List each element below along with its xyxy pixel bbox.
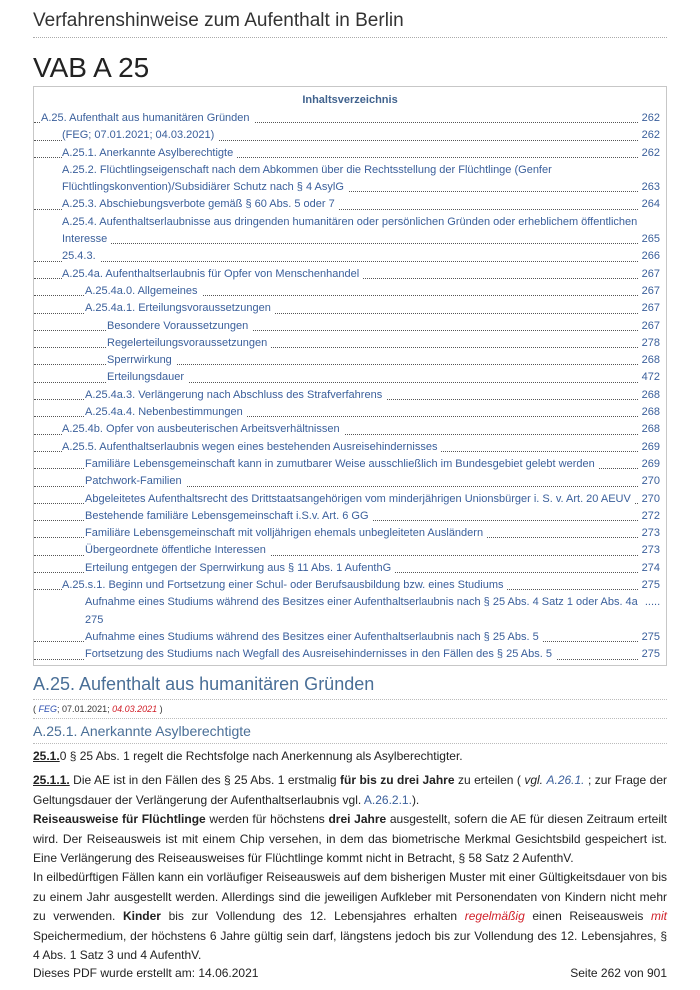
toc-leader — [34, 261, 638, 262]
toc-entry-label: A.25.s.1. Beginn und Fortsetzung einer Schul- oder Berufsausbildung bzw. eines Studiums — [62, 579, 507, 591]
toc-page-number: 262 — [639, 127, 660, 144]
toc-entry[interactable] — [34, 214, 666, 249]
toc-page-number: 275 — [639, 577, 660, 594]
toc-entry-label: Erteilungsdauer — [107, 371, 188, 383]
toc-page-number: 472 — [639, 369, 660, 386]
toc-entry-label: Aufnahme eines Studiums während des Besitzes einer Aufenthaltserlaubnis nach § 25 Abs. 5 — [85, 631, 543, 643]
toc-entry-label: A.25.5. Aufenthaltserlaubnis wegen eines bestehenden Ausreisehindernisses — [62, 441, 441, 453]
toc-page-number: 266 — [639, 248, 660, 265]
toc-entry-label: A.25.4. Aufenthaltserlaubnisse aus dringenden humanitären oder persönlichen Gründen oder erheblichem öffentlichen — [62, 216, 641, 228]
paragraph-text: bis zur Vollendung des 12. Lebensjahres erhalten — [160, 909, 465, 923]
toc-leader — [62, 243, 638, 244]
toc-entry[interactable] — [34, 456, 666, 473]
toc-page-number: 273 — [639, 525, 660, 542]
toc-entry[interactable] — [34, 629, 666, 646]
paragraph-eilbeduerftig — [33, 868, 667, 966]
toc-entry[interactable] — [34, 525, 666, 542]
toc-page-number: 278 — [639, 335, 660, 352]
toc-entry[interactable] — [34, 162, 666, 197]
meta-close: ) — [159, 704, 163, 714]
paragraph-text: 0 § 25 Abs. 1 regelt die Rechtsfolge nach Anerkennung als Asylberechtigter. — [59, 749, 463, 763]
toc-entry[interactable] — [34, 145, 666, 162]
toc-entry-label: Patchwork-Familien — [85, 475, 186, 487]
toc-page-number: 267 — [639, 318, 660, 335]
toc-page-number: 264 — [639, 196, 660, 213]
toc-entry[interactable] — [34, 577, 666, 594]
vgl-text: vgl. — [524, 773, 544, 787]
toc-entry-line2 — [62, 231, 666, 248]
toc-entry-label: Regelerteilungsvoraussetzungen — [107, 337, 271, 349]
toc-page-number: 275 — [639, 629, 660, 646]
toc-entry[interactable] — [34, 508, 666, 525]
toc-entry[interactable] — [34, 110, 666, 127]
emphasis: Reiseausweise für Flüchtlinge — [33, 812, 206, 826]
toc-page-number: 263 — [639, 179, 660, 196]
feg-link[interactable]: FEG — [38, 704, 58, 714]
toc-page-number: 268 — [639, 387, 660, 404]
toc-entry[interactable] — [34, 439, 666, 456]
meta-date-link[interactable]: 04.03.2021 — [112, 704, 158, 714]
toc-entry[interactable] — [34, 404, 666, 421]
toc-entry-line2 — [85, 612, 666, 629]
toc-entry-label: A.25.1. Anerkannte Asylberechtigte — [62, 147, 237, 159]
toc-entry-label: A.25.4a.4. Nebenbestimmungen — [85, 406, 247, 418]
toc-entry-label: Familiäre Lebensgemeinschaft mit volljährigen ehemals unbegleiteten Ausländern — [85, 527, 487, 539]
toc-entry[interactable] — [34, 318, 666, 335]
emphasis-red: regelmäßig — [464, 909, 525, 923]
toc-entry-label: Übergeordnete öffentliche Interessen — [85, 544, 270, 556]
meta-mid: ; 07.01.2021; — [57, 704, 110, 714]
toc-page-number: 262 — [639, 110, 660, 127]
header-divider — [33, 37, 667, 38]
toc-entry-label: Erteilung entgegen der Sperrwirkung aus § 11 Abs. 1 AufenthG — [85, 562, 395, 574]
toc-entry-label: A.25. Aufenthalt aus humanitären Gründen — [41, 112, 254, 124]
toc-page-number: 265 — [639, 231, 660, 248]
toc-page-number: 272 — [639, 508, 660, 525]
meta-open: ( — [33, 704, 36, 714]
toc-entry[interactable] — [34, 491, 666, 508]
toc-entry[interactable] — [34, 248, 666, 265]
toc-entry-label: Aufnahme eines Studiums während des Besitzes einer Aufenthaltserlaubnis nach § 25 Abs. 4 Satz 1 oder Abs. 4a — [85, 596, 642, 608]
toc-entry[interactable] — [34, 387, 666, 404]
meta-divider — [33, 718, 667, 719]
toc-page-number: 262 — [639, 145, 660, 162]
toc-entry-label: Sperrwirkung — [107, 354, 176, 366]
paragraph-text: zu erteilen ( — [454, 773, 525, 787]
toc-entry[interactable] — [34, 369, 666, 386]
footer-created: Dieses PDF wurde erstellt am: 14.06.2021 — [33, 966, 259, 980]
toc-page-number: 269 — [639, 456, 660, 473]
toc-entry-label: (FEG; 07.01.2021; 04.03.2021) — [62, 129, 218, 141]
paragraph-text: ausgestellt, sofern die AE für diesen Zeitraum erteilt wird. Der Reiseausweis ist mit einem Chip versehen, in dem das biometrische Merkmal Gesichtsbild gespeichert ist. Eine Verlängerung des Reiseausweises für Flüchtlinge kommt nicht in Betracht, § 58 Satz 2 AufenthV. — [33, 812, 667, 865]
toc-entry-label-cont: Interesse — [62, 233, 111, 245]
toc-heading: Inhaltsverzeichnis — [302, 94, 398, 106]
paragraph-text: Die AE ist in den Fällen des § 25 Abs. 1 erstmalig — [69, 773, 341, 787]
paragraph-reiseausweise — [33, 810, 667, 869]
toc-entry-label: Bestehende familiäre Lebensgemeinschaft i.S.v. Art. 6 GG — [85, 510, 373, 522]
toc-entry[interactable] — [34, 352, 666, 369]
toc-page-number: 270 — [639, 473, 660, 490]
toc-entry[interactable] — [34, 542, 666, 559]
toc-entry-line2 — [62, 179, 666, 196]
toc-page-number: 267 — [639, 283, 660, 300]
toc-entry[interactable] — [34, 473, 666, 490]
toc-entry-label: A.25.2. Flüchtlingseigenschaft nach dem Abkommen über die Rechtsstellung der Flüchtlinge (Genfer — [62, 164, 556, 176]
toc-entry[interactable] — [34, 335, 666, 352]
paragraph-number: 25.1. — [33, 749, 60, 763]
paragraph-text: Speichermedium, der höchstens 6 Jahre gültig sein darf, längstens jedoch bis zur Vollendung des 12. Lebensjahres, § 4 Abs. 1 Satz 3 und 4 AufenthV. — [33, 928, 667, 962]
toc-entry-label: 25.4.3. — [62, 250, 100, 262]
paragraph-text: ). — [411, 792, 420, 807]
toc-page-number: 269 — [639, 439, 660, 456]
toc-page-number: 267 — [639, 300, 660, 317]
paragraph-number: 25.1.1. — [33, 773, 70, 787]
toc-entry[interactable] — [34, 127, 666, 144]
toc-entry-label: Familiäre Lebensgemeinschaft kann in zumutbarer Weise ausschließlich im Bundesgebiet gelebt werden — [85, 458, 599, 470]
toc-entry[interactable] — [34, 283, 666, 300]
toc-entry[interactable] — [34, 594, 666, 629]
toc-entry-label: A.25.4a.1. Erteilungsvoraussetzungen — [85, 302, 275, 314]
emphasis-red: mit — [651, 909, 667, 923]
emphasis: drei Jahre — [328, 812, 387, 826]
subsection-heading: A.25.1. Anerkannte Asylberechtigte — [33, 723, 251, 739]
toc-entry-label-cont: Flüchtlingskonvention)/Subsidiärer Schutz nach § 4 AsylG — [62, 181, 348, 193]
toc-page-number: 268 — [639, 352, 660, 369]
toc-entry[interactable] — [34, 196, 666, 213]
toc-entry-label: Fortsetzung des Studiums nach Wegfall des Ausreisehindernisses in den Fällen des § 25 Abs. 5 — [85, 648, 556, 660]
section-divider — [33, 699, 667, 700]
toc-entry[interactable] — [34, 266, 666, 283]
toc-entry-dots: ..... — [641, 596, 661, 609]
page-title: VAB A 25 — [33, 52, 150, 83]
link-a-26-2-1[interactable]: A.26.2.1. — [363, 792, 412, 807]
toc-page-number: 273 — [639, 542, 660, 559]
toc-entry-label: A.25.3. Abschiebungsverbote gemäß § 60 Abs. 5 oder 7 — [62, 198, 339, 210]
paragraph-text: werden für höchstens — [205, 812, 329, 826]
toc-page-number: 270 — [639, 491, 660, 508]
paragraph-text: In eilbedürftigen Fällen kann ein vorläufiger Reiseausweis auf dem bisherigen Muster mit einer Gültigkeitsdauer von bis zu einem Jahr ausgestellt werden. Allerdings sind die jeweiligen Aufkleber mit Personendaten von Kindern nicht mehr zu verwenden. — [33, 870, 667, 923]
toc-entry[interactable] — [34, 646, 666, 663]
header-title: Verfahrenshinweise zum Aufenthalt in Berlin — [33, 10, 404, 31]
toc-entry-label: A.25.4b. Opfer von ausbeuterischen Arbeitsverhältnissen — [62, 423, 344, 435]
toc-page-number: 268 — [639, 421, 660, 438]
toc-page-number: 268 — [639, 404, 660, 421]
toc-entry[interactable] — [34, 421, 666, 438]
section-heading: A.25. Aufenthalt aus humanitären Gründen — [33, 674, 375, 694]
toc-page-number: 267 — [639, 266, 660, 283]
section-meta — [33, 704, 163, 714]
paragraph-25-1-1 — [33, 771, 667, 810]
paragraph-text: einen Reiseausweis — [524, 909, 651, 923]
toc-entry-label: A.25.4a.3. Verlängerung nach Abschluss des Strafverfahrens — [85, 389, 386, 401]
toc-entry-label: A.25.4a. Aufenthaltserlaubnis für Opfer von Menschenhandel — [62, 268, 363, 280]
toc-entry-label-cont: 275 — [85, 614, 107, 626]
toc-entry-label: Besondere Voraussetzungen — [107, 320, 252, 332]
toc-list — [34, 110, 666, 664]
toc-entry[interactable] — [34, 300, 666, 317]
paragraph-25-1-0 — [33, 747, 667, 767]
emphasis: Kinder — [122, 909, 161, 923]
toc-page-number: 275 — [639, 646, 660, 663]
toc-page-number: 274 — [639, 560, 660, 577]
subsection-divider — [33, 743, 667, 744]
table-of-contents — [33, 86, 667, 666]
link-a-26-1[interactable]: A.26.1. — [546, 773, 585, 787]
paragraph-text: ; zur Frage der Geltungsdauer der Verlängerung der Aufenthaltserlaubnis vgl. — [33, 773, 668, 807]
toc-entry-label: A.25.4a.0. Allgemeines — [85, 285, 202, 297]
emphasis: für bis zu drei Jahre — [340, 773, 455, 787]
toc-entry-label: Abgeleitetes Aufenthaltsrecht des Drittstaatsangehörigen vom minderjährigen Unionsbürger i. S. v. Art. 20 AEUV — [85, 493, 635, 505]
footer-page-number: Seite 262 von 901 — [570, 966, 667, 980]
toc-entry[interactable] — [34, 560, 666, 577]
